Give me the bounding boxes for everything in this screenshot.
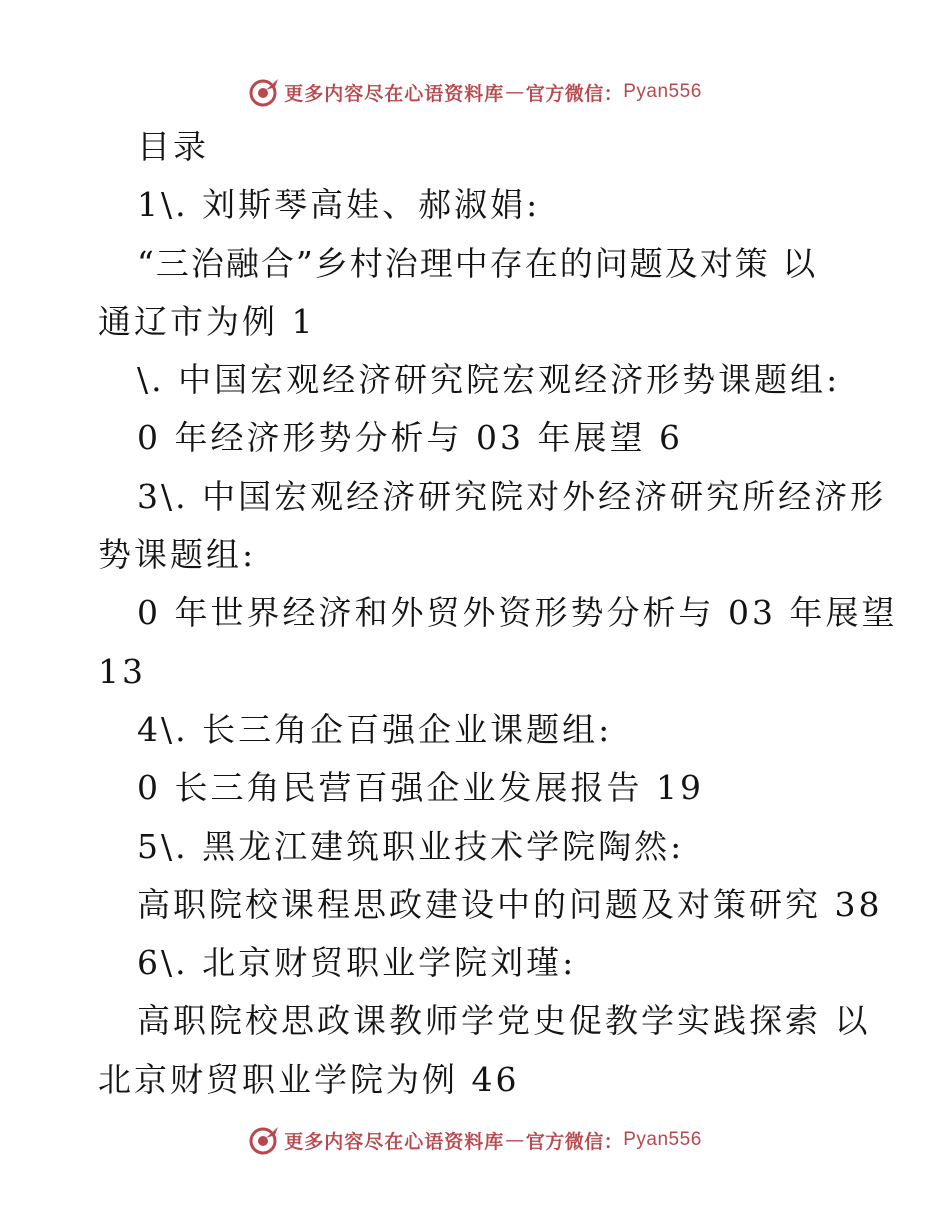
toc-entry-6-title: 高职院校思政课教师学党史促教学实践探索 以: [137, 1001, 871, 1041]
toc-entry-3-page: 13: [98, 651, 146, 691]
pen-logo-icon: [248, 1124, 280, 1156]
toc-entry-1-title-cont: 通辽市为例 1: [98, 301, 316, 341]
footer-watermark: [0, 1120, 950, 1160]
toc-entry-2-title: 0 年经济形势分析与 03 年展望 6: [137, 418, 683, 458]
toc-entry-3-title: 0 年世界经济和外贸外资形势分析与 03 年展望: [137, 593, 898, 633]
toc-entry-3-author: 3\. 中国宏观经济研究院对外经济研究所经济形: [137, 476, 887, 516]
toc-entry-6-title-cont: 北京财贸职业学院为例 46: [98, 1059, 520, 1099]
toc-entry-5-author: 5\. 黑龙江建筑职业技术学院陶然:: [137, 826, 685, 866]
toc-entry-6-author: 6\. 北京财贸职业学院刘瑾:: [137, 943, 577, 983]
toc-entry-2-author: \. 中国宏观经济研究院宏观经济形势课题组:: [137, 360, 841, 400]
table-of-contents: [0, 118, 950, 1109]
watermark-dash: —: [505, 81, 525, 103]
watermark-label: 官方微信：: [525, 82, 624, 105]
pen-logo-icon: [248, 76, 280, 108]
watermark-dash: —: [505, 1129, 525, 1151]
toc-entry-3-author-cont: 势课题组:: [98, 535, 257, 575]
watermark-brand: 更多内容尽在心语资料库: [284, 1130, 505, 1153]
watermark-wechat-id: Pyan556: [623, 81, 702, 102]
toc-heading: 目录: [137, 127, 209, 166]
watermark-brand: 更多内容尽在心语资料库: [284, 82, 505, 105]
watermark-wechat-id: Pyan556: [623, 1129, 702, 1150]
toc-entry-1-author: 1\. 刘斯琴高娃、郝淑娟:: [137, 185, 541, 225]
toc-entry-4-title: 0 长三角民营百强企业发展报告 19: [137, 768, 704, 808]
toc-entry-4-author: 4\. 长三角企百强企业课题组:: [137, 709, 613, 749]
toc-entry-5-title: 高职院校课程思政建设中的问题及对策研究 38: [137, 884, 883, 924]
toc-entry-1-title: “三治融合”乡村治理中存在的问题及对策 以: [137, 243, 818, 283]
header-watermark: [0, 72, 950, 112]
watermark-label: 官方微信：: [525, 1130, 624, 1153]
